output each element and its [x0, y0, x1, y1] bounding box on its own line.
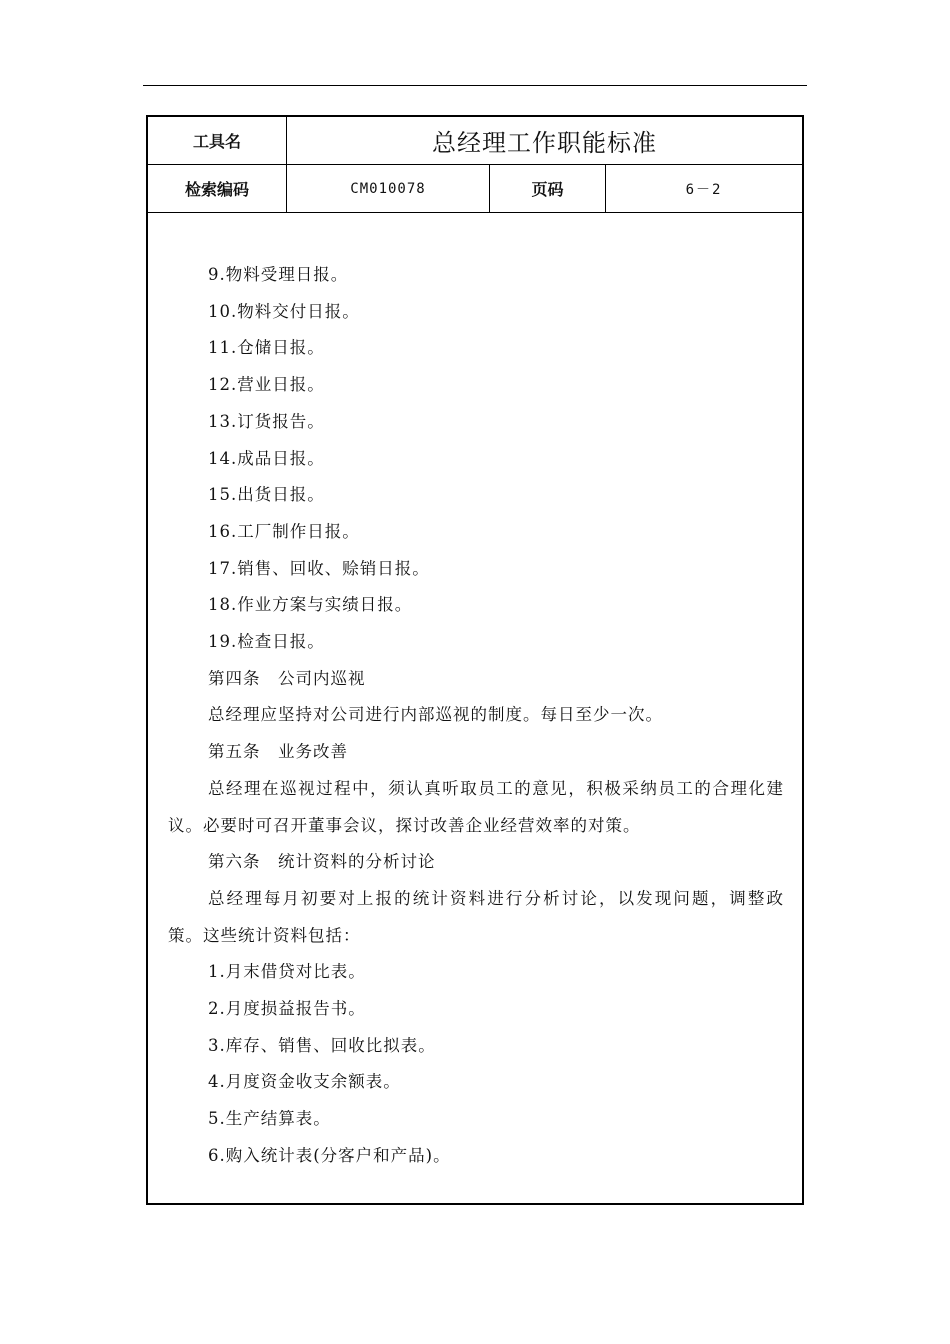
list-item: 13.订货报告。 — [208, 411, 325, 431]
list-item: 17.销售、回收、赊销日报。 — [208, 558, 430, 578]
list-item: 5.生产结算表。 — [208, 1109, 331, 1129]
list-item: 11.仓储日报。 — [208, 338, 325, 358]
header-row-title — [148, 117, 802, 165]
search-code-label: 检索编码 — [148, 165, 287, 212]
list-item: 16.工厂制作日报。 — [208, 521, 360, 541]
list-item: 6.购入统计表(分客户和产品)。 — [208, 1145, 451, 1165]
section-heading: 第四条 公司内巡视 — [208, 668, 366, 688]
document-table — [146, 115, 804, 1205]
document-title: 总经理工作职能标准 — [432, 129, 657, 157]
list-item: 18.作业方案与实绩日报。 — [208, 595, 413, 615]
tool-name-label: 工具名 — [148, 117, 287, 164]
list-item: 19.检查日报。 — [208, 632, 325, 652]
list-item: 1.月末借贷对比表。 — [208, 962, 366, 982]
section-heading: 第六条 统计资料的分析讨论 — [208, 852, 436, 872]
search-code-value: CM010078 — [287, 165, 490, 212]
page-label: 页码 — [490, 165, 606, 212]
list-item: 10.物料交付日报。 — [208, 301, 360, 321]
list-item: 9.物料受理日报。 — [208, 265, 349, 284]
paragraph: 总经理在巡视过程中，须认真听取员工的意见，积极采纳员工的合理化建议。必要时可召开董事会议，探讨改善企业经营效率的对策。 — [168, 778, 784, 835]
list-item: 2.月度损益报告书。 — [208, 999, 366, 1019]
paragraph: 总经理每月初要对上报的统计资料进行分析讨论，以发现问题，调整政策。这些统计资料包括： — [168, 888, 784, 945]
section-heading: 第五条 业务改善 — [208, 742, 348, 762]
page-value: 6－2 — [685, 181, 723, 198]
list-item: 4.月度资金收支余额表。 — [208, 1072, 401, 1092]
list-item: 14.成品日报。 — [208, 448, 325, 468]
list-item: 12.营业日报。 — [208, 375, 325, 395]
list-item: 3.库存、销售、回收比拟表。 — [208, 1035, 436, 1055]
document-body — [168, 257, 784, 1175]
header-rule — [143, 85, 807, 86]
paragraph: 总经理应坚持对公司进行内部巡视的制度。每日至少一次。 — [208, 705, 663, 725]
header-row-meta — [148, 165, 802, 213]
list-item: 15.出货日报。 — [208, 485, 325, 505]
